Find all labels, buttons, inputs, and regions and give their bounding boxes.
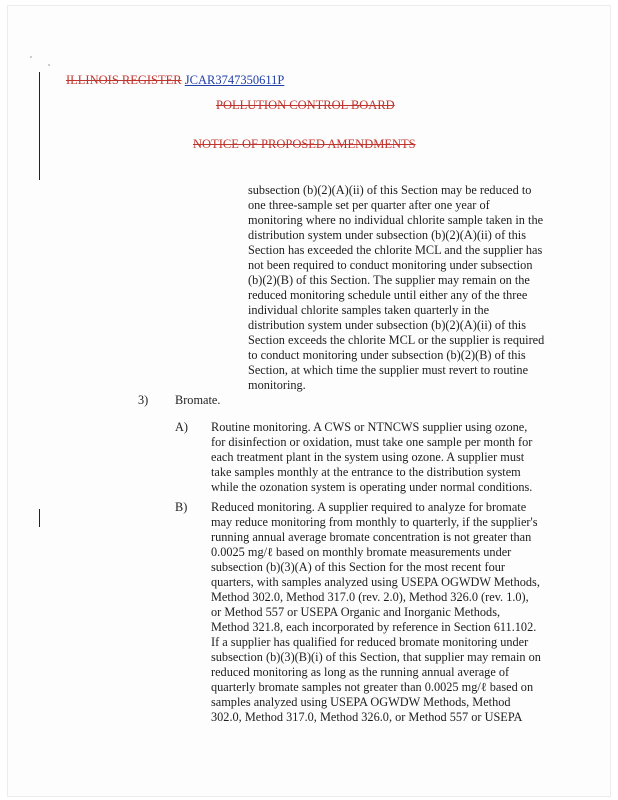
change-bar-top [39,72,40,180]
document-page [8,6,610,796]
board-header: POLLUTION CONTROL BOARD [216,98,395,112]
change-bar-middle [39,509,40,527]
register-header [66,73,284,88]
scan-speck [48,64,50,66]
section-3-title: Bromate. [175,393,221,407]
notice-header: NOTICE OF PROPOSED AMENDMENTS [193,137,416,151]
item-b-marker: B) [175,500,188,514]
register-code: JCAR3747350611P [184,73,285,87]
continuation-paragraph: subsection (b)(2)(A)(ii) of this Section may be reduced to one three-sample set per quarter after one year of monitoring where no individual chlorite sample taken in the distribution system under subsection (b)(2)(A)(ii) of this Section has exceeded the chlorite MCL and the supplier has not been required to conduct monitoring under subsection (b)(2)(B) of this Section. The supplier may remain on the reduced monitoring schedule until either any of the three individual chlorite samples taken quarterly in the distribution system under subsection (b)(2)(A)(ii) of this Section exceeds the chlorite MCL or the supplier is required to conduct monitoring under subsection (b)(2)(B) of this Section, at which time the supplier must revert to routine monitoring. [248,183,545,392]
item-a-paragraph: Routine monitoring. A CWS or NTNCWS supplier using ozone, for disinfection or oxidation, must take one sample per month for each treatment plant in the system using ozone. A supplier must take samples monthly at the entrance to the distribution system while the ozonation system is operating under normal conditions. [211,420,533,494]
item-a-marker: A) [175,420,188,434]
section-3-marker: 3) [138,393,149,407]
item-b-paragraph: Reduced monitoring. A supplier required to analyze for bromate may reduce monitoring from monthly to quarterly, if the supplier's running annual average bromate concentration is not greater than 0.0025 mg/ℓ based on monthly bromate measurements under subsection (b)(3)(A) of this Section for the most recent four quarters, with samples analyzed using USEPA OGWDW Methods, Method 302.0, Method 317.0 (rev. 2.0), Method 326.0 (rev. 1.0), or Method 557 or USEPA Organic and Inorganic Methods, Method 321.8, each incorporated by reference in Section 611.102. If a supplier has qualified for reduced bromate monitoring under subsection (b)(3)(B)(i) of this Section, that supplier may remain on reduced monitoring as long as the running annual average of quarterly bromate samples not greater than 0.0025 mg/ℓ based on samples analyzed using USEPA OGWDW Methods, Method 302.0, Method 317.0, Method 326.0, or Method 557 or USEPA [211,500,541,724]
register-struck-text: ILLINOIS REGISTER [66,73,182,87]
scan-speck [30,56,32,58]
